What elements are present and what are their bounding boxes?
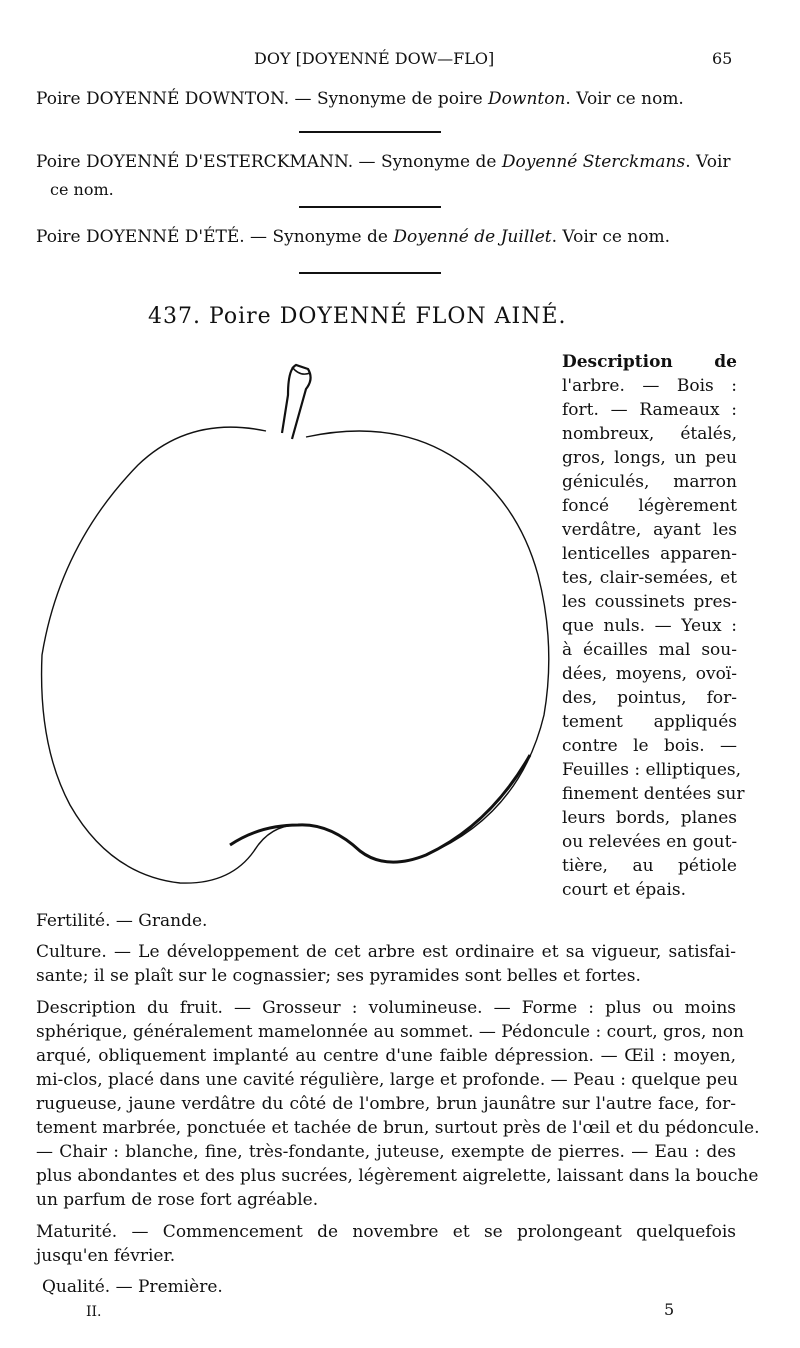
page-number: 65 <box>712 49 733 68</box>
synonym-ete: Poire DOYENNÉ D'ÉTÉ. — Synonyme de Doyenné de Juillet. Voir ce nom. <box>36 227 671 247</box>
volume-number: II. <box>86 1304 102 1320</box>
running-head: DOY [DOYENNÉ DOW—FLO] <box>254 49 495 68</box>
qualite: Qualité. — Première. <box>42 1277 223 1297</box>
fertilite: Fertilité. — Grande. <box>36 911 208 931</box>
separator-rule <box>299 206 441 208</box>
synonym-downton: Poire DOYENNÉ DOWNTON. — Synonyme de poire Downton. Voir ce nom. <box>36 89 684 109</box>
synonym-esterckmann: Poire DOYENNÉ D'ESTERCKMANN. — Synonyme de Doyenné Sterckmans. Voir <box>36 152 731 172</box>
separator-rule <box>299 272 441 274</box>
entry-title: 437. Poire DOYENNÉ FLON AINÉ. <box>148 304 567 329</box>
culture-paragraph: Culture. — Le développement de cet arbre est ordinaire et sa vigueur, satisfai- sante; il se plaît sur le cognassier; ses pyramides sont belles et fortes. <box>36 942 736 986</box>
synonym-esterckmann-cont: ce nom. <box>50 180 114 199</box>
pear-outline-illustration <box>30 355 560 895</box>
description-fruit: Description du fruit. — Grosseur : volumineuse. — Forme : plus ou moins sphérique, généralement mamelonnée au sommet. — Pédoncule : court, gros, non arqué, obliquement implanté au centre d'une faible dépression. — Œil : moyen, mi-clos, placé dans une cavité régulière, large et profonde. — Peau : quelque peu rugueuse, jaune verdâtre du côté de l'ombre, brun jaunâtre sur l'autre face, for- tement marbrée, ponctuée et tachée de brun, surtout près de l'œil et du pédoncule. — Chair : blanche, fine, très-fondante, juteuse, exempte de pierres. — Eau : des plus abondantes et des plus sucrées, légèrement aigrelette, laissant dans la bouche un parfum de rose fort agréable. <box>36 998 760 1210</box>
signature-mark: 5 <box>664 1300 675 1319</box>
separator-rule <box>299 131 441 133</box>
maturite-paragraph: Maturité. — Commencement de novembre et se prolongeant quelquefois jusqu'en février. <box>36 1222 736 1266</box>
description-arbre: Description de l'arbre. — Bois : fort. — Rameaux : nombreux, étalés, gros, longs, un peu géniculés, marron foncé légèrement verdâtre, ayant les lenticelles apparen- tes, clair-semées, et les coussinets pres- que nuls. — Yeux : à écailles mal sou- dées, moyens, ovoï- des, pointus, for- tement appliqués contre le bois. — Feuilles : elliptiques, finement dentées sur leurs bords, planes ou relevées en gout- tière, au pétiole court et épais. <box>562 352 745 900</box>
